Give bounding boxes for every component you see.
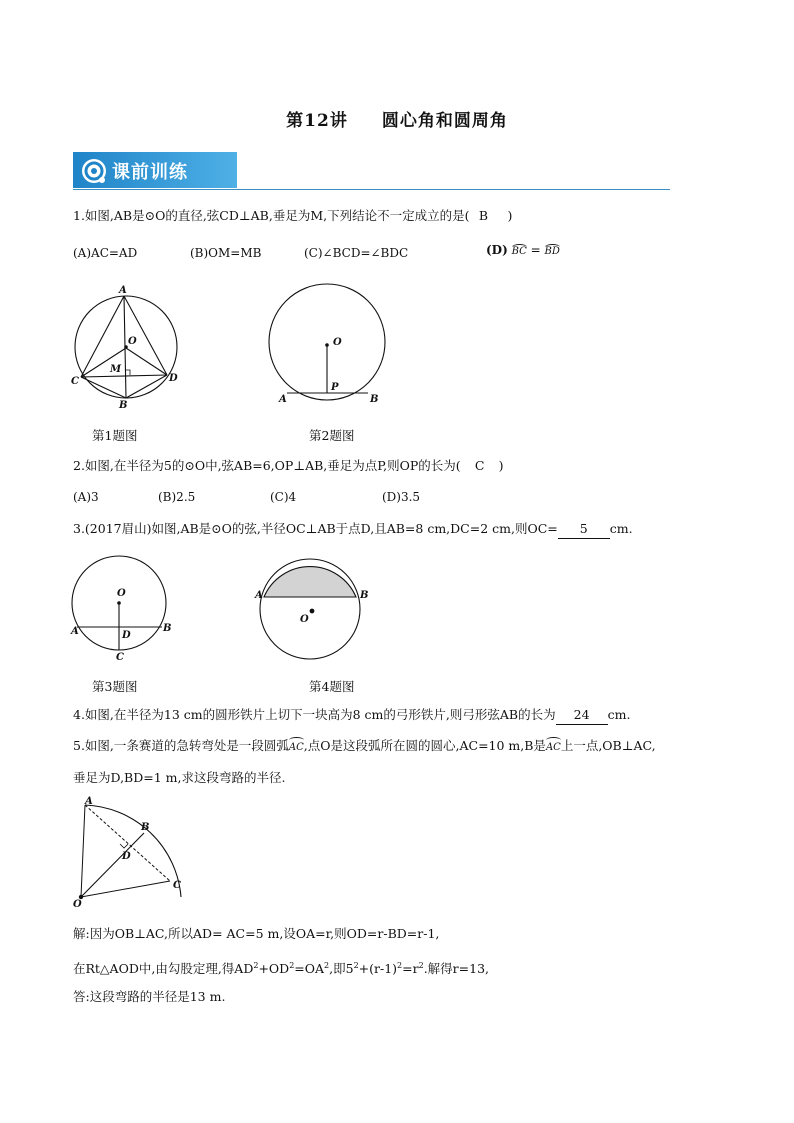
fig3-label-b: B xyxy=(163,623,172,634)
lecture-topic: 圆心角和圆周角 xyxy=(381,111,508,131)
question-1-close: ) xyxy=(507,208,513,223)
fig1-label-a: A xyxy=(119,285,127,296)
figure-5 xyxy=(70,795,195,910)
solution-text-c: =OA xyxy=(294,961,325,977)
q1-option-d-arc1: BC xyxy=(511,246,527,257)
question-2 xyxy=(73,457,504,475)
question-1 xyxy=(73,207,512,225)
q1-option-c: (C)∠BCD=∠BDC xyxy=(304,246,409,260)
q2-option-d: (D)3.5 xyxy=(382,490,421,504)
solution-line-3: 答:这段弯路的半径是13 m. xyxy=(73,989,226,1004)
question-4-unit: cm. xyxy=(607,707,631,722)
q2-option-a: (A)3 xyxy=(73,490,99,504)
q1-option-d-arc2: BD xyxy=(544,246,560,257)
solution-sq-6: 2 xyxy=(418,961,424,970)
question-1-answer: B xyxy=(478,208,489,223)
fig1-label-d: D xyxy=(169,373,178,384)
lecture-number: 第12讲 xyxy=(286,111,348,131)
fig5-label-o: O xyxy=(73,899,82,910)
question-4-text: 4.如图,在半径为13 cm的圆形铁片上切下一块高为8 cm的弓形铁片,则弓形弦AB的长为 xyxy=(73,707,556,722)
question-3-text: 3.(2017眉山)如图,AB是⊙O的弦,半径OC⊥AB于点D,且AB=8 cm,DC=2 cm,则OC= xyxy=(73,521,558,536)
question-4 xyxy=(73,706,630,725)
solution-text-e: +(r-1) xyxy=(358,961,398,977)
question-5-text-a: 5.如图,一条赛道的急转弯处是一段圆弧 xyxy=(73,738,289,753)
fig1-label-c: C xyxy=(71,376,79,387)
q1-option-b: (B)OM=MB xyxy=(190,246,262,260)
solution-sq-2: 2 xyxy=(289,961,295,970)
q1-option-d-prefix: (D) xyxy=(486,243,508,257)
figure-4 xyxy=(252,556,372,666)
question-1-text: 1.如图,AB是⊙O的直径,弦CD⊥AB,垂足为M,下列结论不一定成立的是( xyxy=(73,208,470,223)
fig5-label-a: A xyxy=(85,796,93,807)
question-2-answer: C xyxy=(474,458,485,473)
fig4-label-o: O xyxy=(300,614,309,625)
fig1-label-m: M xyxy=(110,364,122,375)
fig3-label-c: C xyxy=(116,652,124,663)
fig2-label-p: P xyxy=(331,382,339,393)
banner-icon xyxy=(80,157,108,185)
figure-3-caption: 第3题图 xyxy=(92,679,138,694)
question-2-close: ) xyxy=(498,458,504,473)
question-3-unit: cm. xyxy=(609,521,633,536)
question-4-answer: 24 xyxy=(556,706,608,725)
fig2-label-o: O xyxy=(333,337,342,348)
figure-2 xyxy=(260,280,390,410)
solution-sq-4: 2 xyxy=(353,961,359,970)
fig2-label-a: A xyxy=(279,394,287,405)
fig1-label-b: B xyxy=(119,400,128,411)
section-divider xyxy=(73,189,670,190)
fig2-label-b: B xyxy=(370,394,379,405)
section-banner-label: 课前训练 xyxy=(112,162,188,183)
fig3-label-o: O xyxy=(117,588,126,599)
question-5-arc-1: AC xyxy=(289,739,304,757)
fig4-label-b: B xyxy=(360,590,369,601)
question-5-line-1 xyxy=(73,737,656,757)
q1-option-d xyxy=(486,243,560,257)
fig4-label-a: A xyxy=(255,590,263,601)
fig5-label-d: D xyxy=(122,851,131,862)
solution-sq-5: 2 xyxy=(397,961,403,970)
question-3-answer: 5 xyxy=(558,520,610,539)
fig5-label-b: B xyxy=(141,822,150,833)
fig1-label-o: O xyxy=(128,336,137,347)
q1-option-a: (A)AC=AD xyxy=(73,246,138,260)
figure-4-caption: 第4题图 xyxy=(309,679,355,694)
question-5-line-2: 垂足为D,BD=1 m,求这段弯路的半径. xyxy=(73,770,286,785)
fig5-label-c: C xyxy=(173,880,181,891)
solution-line-2 xyxy=(73,957,489,978)
solution-text-d: ,即5 xyxy=(329,961,354,977)
solution-text-g: .解得r=13, xyxy=(423,961,489,977)
solution-sq-3: 2 xyxy=(324,961,330,970)
fig3-label-d: D xyxy=(122,630,131,641)
solution-text-f: =r xyxy=(402,961,419,977)
solution-line-1: 解:因为OB⊥AC,所以AD= AC=5 m,设OA=r,则OD=r-BD=r-1, xyxy=(73,926,440,941)
solution-text-a: 在Rt△AOD中,由勾股定理,得AD xyxy=(73,961,254,977)
question-5-text-b: ,点O是这段弧所在圆的圆心,AC=10 m,B是 xyxy=(303,738,546,753)
q1-option-d-eq: = xyxy=(530,243,541,257)
q2-option-c: (C)4 xyxy=(270,490,297,504)
solution-text-b: +OD xyxy=(258,961,290,977)
solution-sq-1: 2 xyxy=(253,961,259,970)
q2-option-b: (B)2.5 xyxy=(158,490,196,504)
question-3 xyxy=(73,520,633,539)
figure-1 xyxy=(64,280,194,410)
page-title xyxy=(0,106,794,131)
fig3-label-a: A xyxy=(71,626,79,637)
question-5-arc-2: AC xyxy=(546,739,561,757)
figure-3 xyxy=(66,550,186,668)
question-5-text-c: 上一点,OB⊥AC, xyxy=(560,738,656,753)
question-2-text: 2.如图,在半径为5的⊙O中,弦AB=6,OP⊥AB,垂足为点P,则OP的长为( xyxy=(73,458,461,473)
figure-1-caption: 第1题图 xyxy=(92,428,138,443)
figure-2-caption: 第2题图 xyxy=(309,428,355,443)
